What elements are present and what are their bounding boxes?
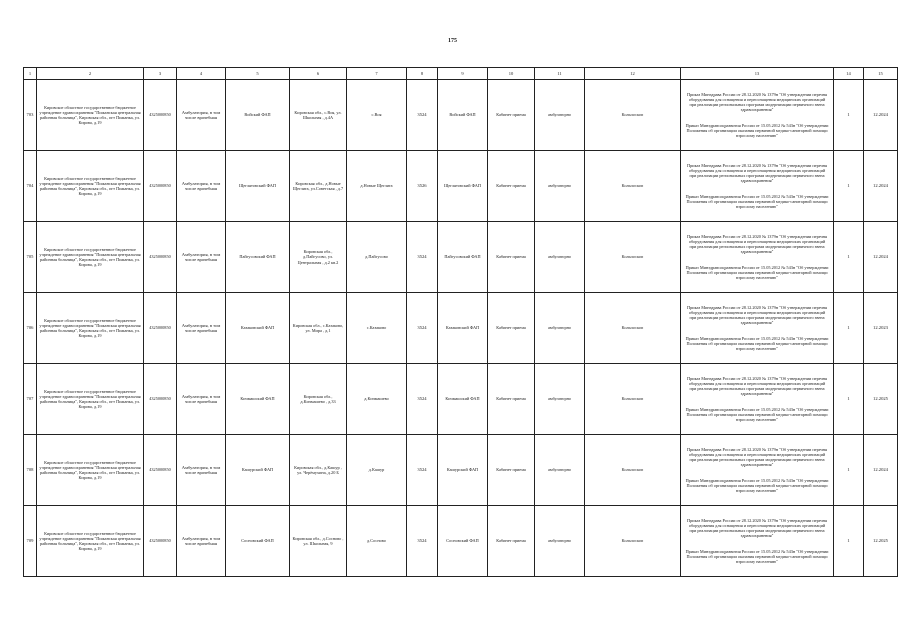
organization-cell: Кировское областное государственное бюджетное учреждение здравоохранения "Пижанская центральная районная больница", Кировская обл., пгт Пижанка, ул. Кирова, д.19 <box>37 435 144 506</box>
care-cell: амбулаторно <box>535 80 585 151</box>
fap-cell: Щеглятовский ФАП <box>438 151 488 222</box>
room-cell: Кабинет приема <box>488 293 535 364</box>
column-number: 9 <box>438 68 488 80</box>
column-number: 2 <box>37 68 144 80</box>
quantity-cell: 1 <box>834 506 864 577</box>
code-cell: 4325000850 <box>144 80 177 151</box>
room-cell: Кабинет приема <box>488 364 535 435</box>
equipment-cell: Кольпоскоп <box>585 222 681 293</box>
column-number-row <box>24 68 898 80</box>
quantity-cell: 1 <box>834 222 864 293</box>
column-number: 4 <box>177 68 226 80</box>
column-number: 6 <box>290 68 347 80</box>
code-cell: 4325000850 <box>144 435 177 506</box>
orders-cell <box>681 364 834 435</box>
order-secondary: Приказ Минздравсоцразвития России от 15.05.2012 № 543н "Об утверждении Положения об организации оказания первичной медико-санитарной помощи взрослому населению" <box>685 549 829 565</box>
column-number: 7 <box>347 68 407 80</box>
order-secondary: Приказ Минздравсоцразвития России от 15.05.2012 № 543н "Об утверждении Положения об организации оказания первичной медико-санитарной помощи взрослому населению" <box>685 407 829 423</box>
code-cell: 4325000850 <box>144 506 177 577</box>
column-number: 12 <box>585 68 681 80</box>
unit-cell: Сосновский ФАП <box>226 506 290 577</box>
unit-cell: Кашурский ФАП <box>226 435 290 506</box>
column-number: 3 <box>144 68 177 80</box>
fap-cell: Войский ФАП <box>438 80 488 151</box>
settlement-cell: д.Новые Щеглята <box>347 151 407 222</box>
orders-cell <box>681 222 834 293</box>
care-cell: амбулаторно <box>535 364 585 435</box>
date-cell: 12.2025 <box>864 506 898 577</box>
equipment-cell: Кольпоскоп <box>585 293 681 364</box>
code-cell: 4325000850 <box>144 364 177 435</box>
facility-type-cell: Амбулатория, в том числе врачебная <box>177 364 226 435</box>
fap-cell: Казаковский ФАП <box>438 293 488 364</box>
date-cell: 12.2024 <box>864 222 898 293</box>
table-row <box>24 151 898 222</box>
column-number: 1 <box>24 68 37 80</box>
table-row <box>24 293 898 364</box>
care-cell: амбулаторно <box>535 222 585 293</box>
date-cell: 12.2023 <box>864 293 898 364</box>
facility-type-cell: Амбулатория, в том числе врачебная <box>177 293 226 364</box>
code-cell: 4325000850 <box>144 293 177 364</box>
unit-cell: Пайгусовский ФАП <box>226 222 290 293</box>
table-row <box>24 435 898 506</box>
address-cell: Кировская обл., с.Казаково, ул. Мира , д.1 <box>290 293 347 364</box>
room-cell: Кабинет приема <box>488 506 535 577</box>
settlement-cell: с.Воя <box>347 80 407 151</box>
room-cell: Кабинет приема <box>488 80 535 151</box>
row-number: 706 <box>24 293 37 364</box>
number-cell: 3524 <box>407 506 438 577</box>
row-number: 703 <box>24 80 37 151</box>
room-cell: Кабинет приема <box>488 151 535 222</box>
quantity-cell: 1 <box>834 80 864 151</box>
orders-cell <box>681 435 834 506</box>
address-cell: Кировская обл., д.Сосново , ул. Школьная, 9 <box>290 506 347 577</box>
row-number: 704 <box>24 151 37 222</box>
settlement-cell: д.Кичмашево <box>347 364 407 435</box>
orders-cell <box>681 80 834 151</box>
table-row <box>24 506 898 577</box>
row-number: 707 <box>24 364 37 435</box>
date-cell: 12.2024 <box>864 80 898 151</box>
settlement-cell: д.Пайгусово <box>347 222 407 293</box>
unit-cell: Казаковский ФАП <box>226 293 290 364</box>
facility-type-cell: Амбулатория, в том числе врачебная <box>177 80 226 151</box>
equipment-register-table <box>23 67 898 577</box>
address-cell: Кировская обл., д.Кичмашево , д.33 <box>290 364 347 435</box>
order-primary: Приказ Минздрава России от 28.12.2020 № 1379н "Об утверждении перечня оборудования для оснащения и переоснащения медицинских организаций при реализации региональных программ модернизации первичного звена здравоохранения" <box>687 162 827 183</box>
number-cell: 3524 <box>407 222 438 293</box>
unit-cell: Кичмашский ФАП <box>226 364 290 435</box>
equipment-cell: Кольпоскоп <box>585 364 681 435</box>
column-number: 15 <box>864 68 898 80</box>
equipment-cell: Кольпоскоп <box>585 435 681 506</box>
care-cell: амбулаторно <box>535 293 585 364</box>
facility-type-cell: Амбулатория, в том числе врачебная <box>177 435 226 506</box>
quantity-cell: 1 <box>834 151 864 222</box>
code-cell: 4325000850 <box>144 222 177 293</box>
table-row <box>24 80 898 151</box>
room-cell: Кабинет приема <box>488 435 535 506</box>
table-row <box>24 364 898 435</box>
order-primary: Приказ Минздрава России от 28.12.2020 № 1379н "Об утверждении перечня оборудования для оснащения и переоснащения медицинских организаций при реализации региональных программ модернизации первичного звена здравоохранения" <box>687 375 827 396</box>
address-cell: Кировская обл., с.Воя, ул. Школьная , д.4А <box>290 80 347 151</box>
order-primary: Приказ Минздрава России от 28.12.2020 № 1379н "Об утверждении перечня оборудования для оснащения и переоснащения медицинских организаций при реализации региональных программ модернизации первичного звена здравоохранения" <box>687 517 827 538</box>
equipment-cell: Кольпоскоп <box>585 80 681 151</box>
orders-cell <box>681 151 834 222</box>
care-cell: амбулаторно <box>535 435 585 506</box>
equipment-cell: Кольпоскоп <box>585 506 681 577</box>
organization-cell: Кировское областное государственное бюджетное учреждение здравоохранения "Пижанская центральная районная больница", Кировская обл., пгт Пижанка, ул. Кирова, д.19 <box>37 364 144 435</box>
code-cell: 4325000850 <box>144 151 177 222</box>
order-primary: Приказ Минздрава России от 28.12.2020 № 1379н "Об утверждении перечня оборудования для оснащения и переоснащения медицинских организаций при реализации региональных программ модернизации первичного звена здравоохранения" <box>687 233 827 254</box>
order-secondary: Приказ Минздравсоцразвития России от 15.05.2012 № 543н "Об утверждении Положения об организации оказания первичной медико-санитарной помощи взрослому населению" <box>685 478 829 494</box>
care-cell: амбулаторно <box>535 151 585 222</box>
orders-cell <box>681 293 834 364</box>
organization-cell: Кировское областное государственное бюджетное учреждение здравоохранения "Пижанская центральная районная больница", Кировская обл., пгт Пижанка, ул. Кирова, д.19 <box>37 222 144 293</box>
row-number: 708 <box>24 435 37 506</box>
page-number: 175 <box>448 38 457 44</box>
address-cell: Кировская обл., д.Кашур , ул. Черёмухина, д.20 Б <box>290 435 347 506</box>
organization-cell: Кировское областное государственное бюджетное учреждение здравоохранения "Пижанская центральная районная больница", Кировская обл., пгт Пижанка, ул. Кирова, д.19 <box>37 293 144 364</box>
facility-type-cell: Амбулатория, в том числе врачебная <box>177 222 226 293</box>
column-number: 5 <box>226 68 290 80</box>
fap-cell: Пайгусовский ФАП <box>438 222 488 293</box>
settlement-cell: с.Казаково <box>347 293 407 364</box>
column-number: 14 <box>834 68 864 80</box>
column-number: 11 <box>535 68 585 80</box>
settlement-cell: д.Сосново <box>347 506 407 577</box>
table-row <box>24 222 898 293</box>
orders-cell <box>681 506 834 577</box>
number-cell: 3524 <box>407 364 438 435</box>
date-cell: 12.2025 <box>864 364 898 435</box>
organization-cell: Кировское областное государственное бюджетное учреждение здравоохранения "Пижанская центральная районная больница", Кировская обл., пгт Пижанка, ул. Кирова, д.19 <box>37 506 144 577</box>
quantity-cell: 1 <box>834 435 864 506</box>
date-cell: 12.2024 <box>864 435 898 506</box>
facility-type-cell: Амбулатория, в том числе врачебная <box>177 151 226 222</box>
fap-cell: Кашурский ФАП <box>438 435 488 506</box>
number-cell: 3526 <box>407 151 438 222</box>
unit-cell: Войский ФАП <box>226 80 290 151</box>
organization-cell: Кировское областное государственное бюджетное учреждение здравоохранения "Пижанская центральная районная больница", Кировская обл., пгт Пижанка, ул. Кирова, д.19 <box>37 151 144 222</box>
number-cell: 3524 <box>407 293 438 364</box>
organization-cell: Кировское областное государственное бюджетное учреждение здравоохранения "Пижанская центральная районная больница", Кировская обл., пгт Пижанка, ул. Кирова, д.19 <box>37 80 144 151</box>
row-number: 709 <box>24 506 37 577</box>
column-number: 8 <box>407 68 438 80</box>
number-cell: 3524 <box>407 80 438 151</box>
date-cell: 12.2024 <box>864 151 898 222</box>
order-secondary: Приказ Минздравсоцразвития России от 15.05.2012 № 543н "Об утверждении Положения об организации оказания первичной медико-санитарной помощи взрослому населению" <box>685 336 829 352</box>
order-primary: Приказ Минздрава России от 28.12.2020 № 1379н "Об утверждении перечня оборудования для оснащения и переоснащения медицинских организаций при реализации региональных программ модернизации первичного звена здравоохранения" <box>687 304 827 325</box>
settlement-cell: д.Кашур <box>347 435 407 506</box>
equipment-cell: Кольпоскоп <box>585 151 681 222</box>
quantity-cell: 1 <box>834 293 864 364</box>
fap-cell: Сосновский ФАП <box>438 506 488 577</box>
care-cell: амбулаторно <box>535 506 585 577</box>
order-secondary: Приказ Минздравсоцразвития России от 15.05.2012 № 543н "Об утверждении Положения об организации оказания первичной медико-санитарной помощи взрослому населению" <box>685 265 829 281</box>
order-primary: Приказ Минздрава России от 28.12.2020 № 1379н "Об утверждении перечня оборудования для оснащения и переоснащения медицинских организаций при реализации региональных программ модернизации первичного звена здравоохранения" <box>687 91 827 112</box>
row-number: 705 <box>24 222 37 293</box>
order-secondary: Приказ Минздравсоцразвития России от 15.05.2012 № 543н "Об утверждении Положения об организации оказания первичной медико-санитарной помощи взрослому населению" <box>685 194 829 210</box>
unit-cell: Щеглятовский ФАП <box>226 151 290 222</box>
address-cell: Кировская обл., д.Пайгусово, ул. Центральная , д.2 кв.2 <box>290 222 347 293</box>
address-cell: Кировская обл., д.Новые Щеглята, ул.Советская , д.7 <box>290 151 347 222</box>
quantity-cell: 1 <box>834 364 864 435</box>
number-cell: 3524 <box>407 435 438 506</box>
column-number: 10 <box>488 68 535 80</box>
order-primary: Приказ Минздрава России от 28.12.2020 № 1379н "Об утверждении перечня оборудования для оснащения и переоснащения медицинских организаций при реализации региональных программ модернизации первичного звена здравоохранения" <box>687 446 827 467</box>
facility-type-cell: Амбулатория, в том числе врачебная <box>177 506 226 577</box>
order-secondary: Приказ Минздравсоцразвития России от 15.05.2012 № 543н "Об утверждении Положения об организации оказания первичной медико-санитарной помощи взрослому населению" <box>685 123 829 139</box>
room-cell: Кабинет приема <box>488 222 535 293</box>
fap-cell: Кичмашский ФАП <box>438 364 488 435</box>
column-number: 13 <box>681 68 834 80</box>
